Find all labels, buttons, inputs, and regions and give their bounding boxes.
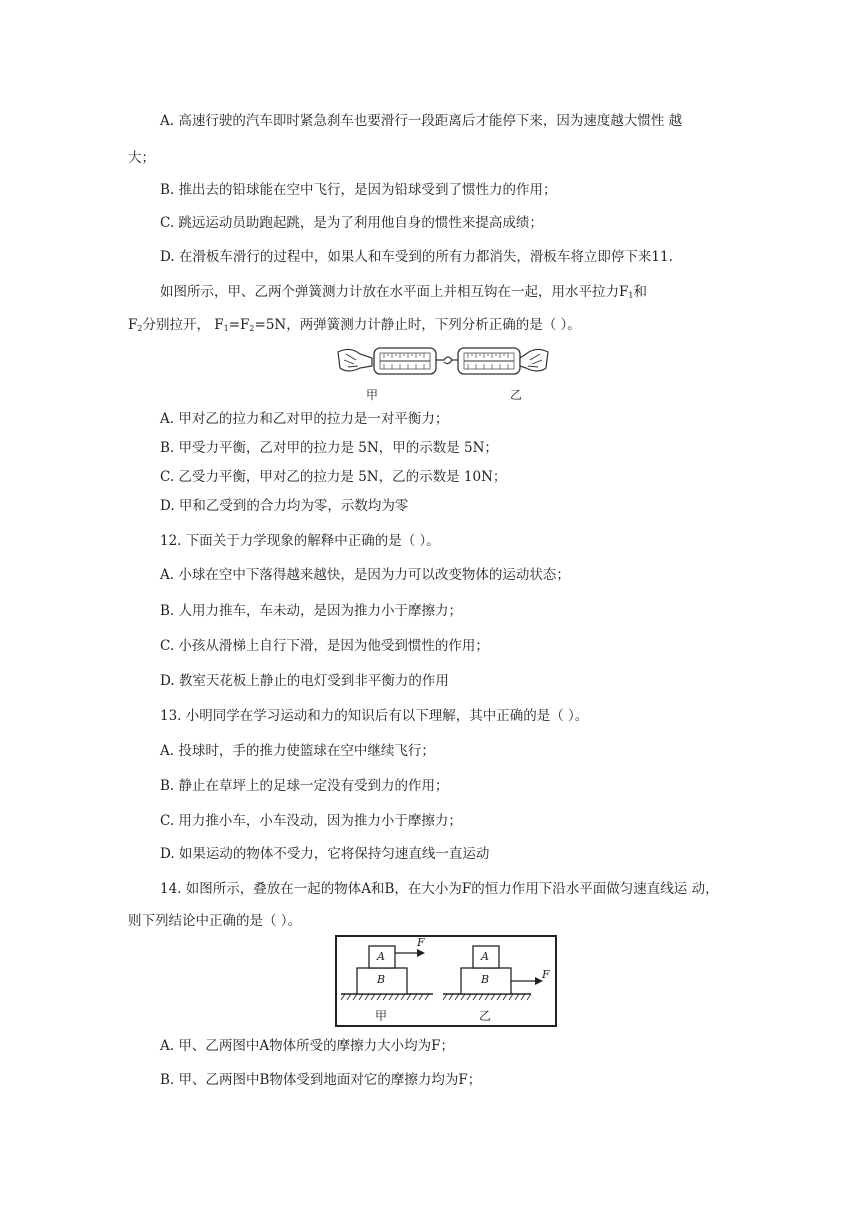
q10-option-c: C. 跳远运动员助跑起跳，是为了利用他自身的惯性来提高成绩； — [160, 215, 543, 231]
q11-option-a: A. 甲对乙的拉力和乙对甲的拉力是一对平衡力； — [160, 411, 449, 427]
q14-stem-line1: 14. 如图所示，叠放在一起的物体A和B，在大小为F的恒力作用下沿水平面做匀速直线运 动， — [160, 881, 719, 897]
q13-stem: 13. 小明同学在学习运动和力的知识后有以下理解，其中正确的是（ ）。 — [160, 708, 589, 724]
q11-f1-sub: 1 — [223, 324, 229, 333]
q13-option-d: D. 如果运动的物体不受力，它将保持匀速直线一直运动 — [160, 846, 490, 862]
q11-stem2-rest: =5N，两弹簧测力计静止时，下列分析正确的是（ ）。 — [254, 317, 581, 333]
q11-f-symbol: F — [128, 317, 138, 333]
q13-option-b: B. 静止在草坪上的足球一定没有受到力的作用； — [160, 778, 449, 794]
q11-stem-line2 — [128, 316, 581, 338]
q13-option-c: C. 用力推小车，小车没动，因为推力小于摩擦力； — [160, 813, 462, 829]
force-left-label: F — [417, 936, 425, 949]
force-right-label: F — [542, 968, 550, 981]
q12-stem: 12. 下面关于力学现象的解释中正确的是（ ）。 — [160, 533, 440, 549]
q11-stem-line1 — [160, 283, 647, 305]
q11-option-d: D. 甲和乙受到的合力均为零，示数均为零 — [160, 498, 409, 514]
q10-option-b: B. 推出去的铅球能在空中飞行，是因为铅球受到了惯性力的作用； — [160, 182, 557, 198]
block-b-left-label: B — [377, 973, 386, 986]
q11-stem1-suffix: 和 — [633, 284, 647, 300]
block-b-right-label: B — [481, 973, 490, 986]
blocks-label-left: 甲 — [375, 1009, 388, 1023]
q10-option-a-line2: 大； — [128, 150, 155, 166]
q11-stem2-mid: 分别拉开， F — [142, 317, 224, 333]
q14-stem-line2: 则下列结论中正确的是（ ）。 — [128, 913, 302, 929]
q12-option-a: A. 小球在空中下落得越来越快，是因为力可以改变物体的运动状态； — [160, 567, 570, 583]
q13-option-a: A. 投球时，手的推力使篮球在空中继续飞行； — [160, 743, 435, 759]
blocks-drawing — [337, 937, 555, 1025]
q11-f2-sub-b: 2 — [249, 324, 255, 333]
q11-stem1-sub: 1 — [628, 291, 634, 300]
q12-option-b: B. 人用力推车，车未动，是因为推力小于摩擦力； — [160, 603, 463, 619]
q14-option-a: A. 甲、乙两图中A物体所受的摩擦力大小均为F； — [160, 1038, 454, 1054]
q11-option-b: B. 甲受力平衡，乙对甲的拉力是 5N，甲的示数是 5N； — [160, 440, 498, 456]
q11-f2-sub: 2 — [137, 324, 143, 333]
q11-stem1-text: 如图所示，甲、乙两个弹簧测力计放在水平面上并相互钩在一起，用水平拉力F — [160, 284, 629, 300]
q12-option-d: D. 教室天花板上静止的电灯受到非平衡力的作用 — [160, 673, 449, 689]
block-a-left-label: A — [377, 950, 385, 963]
q11-stem2-eq: =F — [228, 317, 250, 333]
q11-option-c: C. 乙受力平衡，甲对乙的拉力是 5N，乙的示数是 10N； — [160, 469, 507, 485]
q10-option-a-line1: A. 高速行驶的汽车即时紧急刹车也要滑行一段距离后才能停下来，因为速度越大惯性 越 — [160, 113, 683, 129]
q14-option-b: B. 甲、乙两图中B物体受到地面对它的摩擦力均为F； — [160, 1072, 482, 1088]
q12-option-c: C. 小孩从滑梯上自行下滑，是因为他受到惯性的作用； — [160, 638, 489, 654]
blocks-label-right: 乙 — [479, 1009, 492, 1023]
blocks-figure — [335, 935, 557, 1027]
q10-option-d: D. 在滑板车滑行的过程中，如果人和车受到的所有力都消失，滑板车将立即停下来11. — [160, 249, 673, 265]
spring-label-right: 乙 — [510, 388, 523, 402]
block-a-right-label: A — [481, 950, 489, 963]
spring-label-left: 甲 — [366, 388, 379, 402]
spring-scale-figure — [336, 340, 550, 402]
